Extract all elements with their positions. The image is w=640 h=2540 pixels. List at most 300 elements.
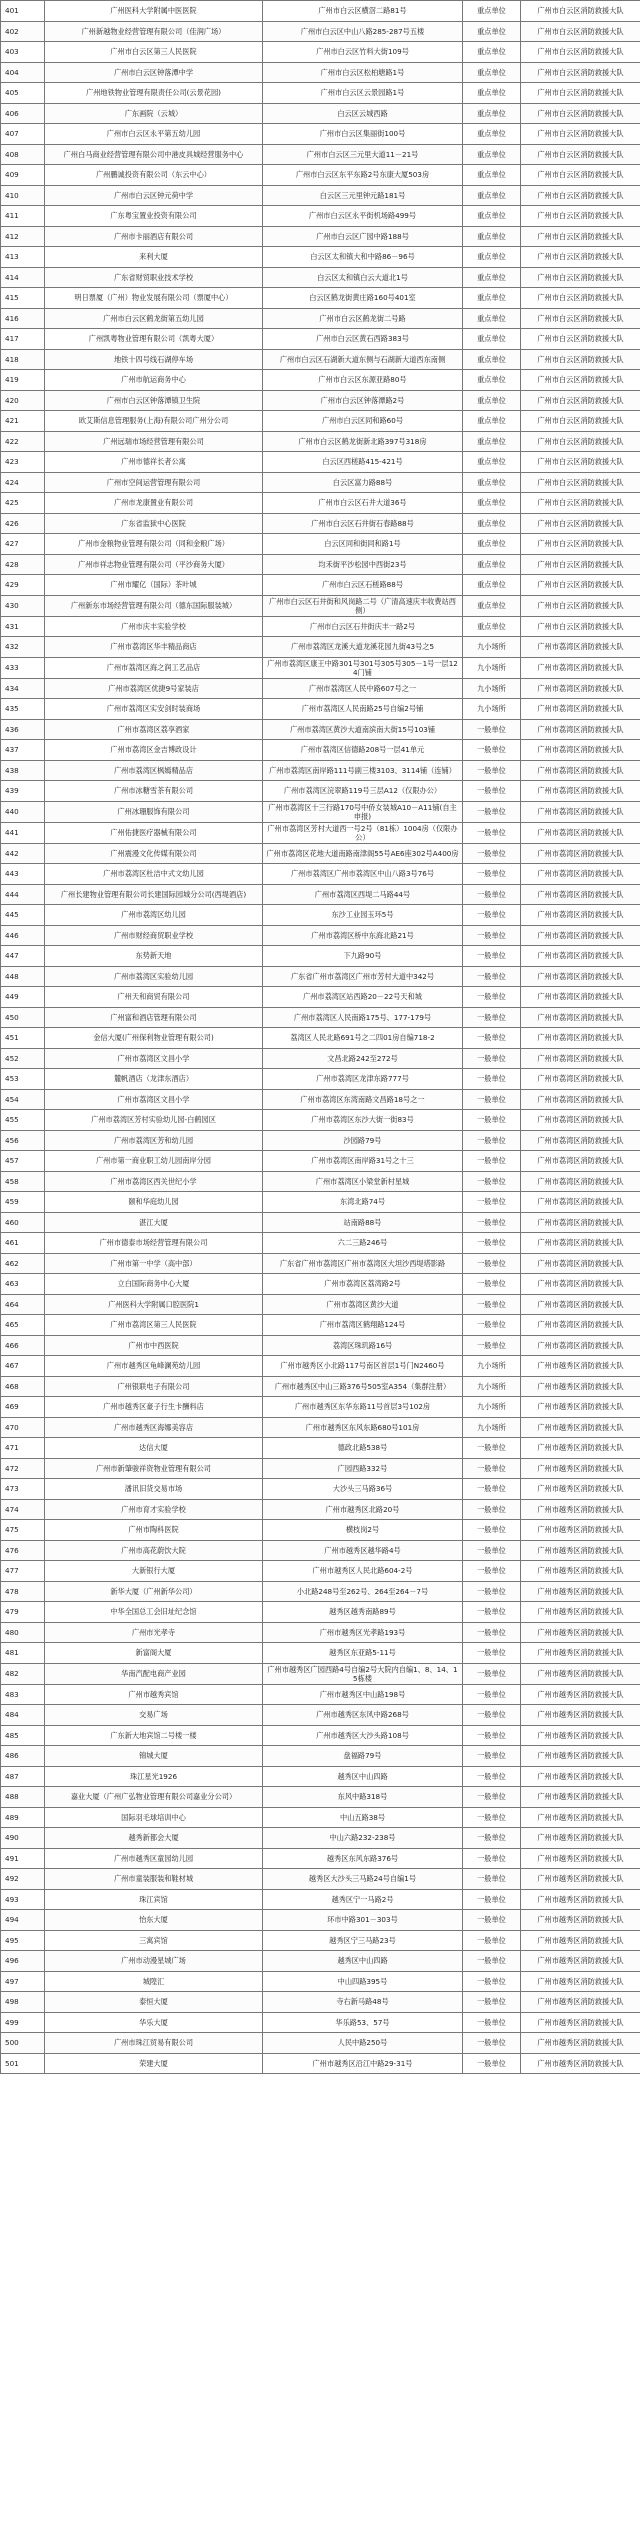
fire-brigade-cell: 广州市荔湾区消防救援大队 [521, 1274, 640, 1295]
unit-type-cell: 一般单位 [463, 1192, 521, 1213]
row-number-cell: 433 [1, 657, 45, 678]
address-cell: 广州市白云区同和路60号 [263, 411, 463, 432]
table-row [1, 411, 640, 432]
unit-type-cell: 一般单位 [463, 1315, 521, 1336]
address-cell: 广州市荔湾区人民南路175号、177-179号 [263, 1007, 463, 1028]
row-number-cell: 469 [1, 1397, 45, 1418]
table-row [1, 1089, 640, 1110]
unit-type-cell: 一般单位 [463, 801, 521, 822]
unit-name-cell: 华乐大厦 [45, 2012, 263, 2033]
address-cell: 白云区云城西路 [263, 103, 463, 124]
table-row [1, 1971, 640, 1992]
table-row [1, 2033, 640, 2054]
unit-name-cell: 广州市荔湾区芳和幼儿园 [45, 1130, 263, 1151]
fire-brigade-cell: 广州市白云区消防救援大队 [521, 554, 640, 575]
fire-brigade-cell: 广州市白云区消防救援大队 [521, 267, 640, 288]
fire-brigade-cell: 广州市越秀区消防救援大队 [521, 1725, 640, 1746]
unit-name-cell: 广东省财贸职业技术学校 [45, 267, 263, 288]
table-row [1, 1458, 640, 1479]
fire-brigade-cell: 广州市越秀区消防救援大队 [521, 1930, 640, 1951]
row-number-cell: 452 [1, 1048, 45, 1069]
table-row [1, 1869, 640, 1890]
address-cell: 横枝岗2号 [263, 1520, 463, 1541]
fire-brigade-cell: 广州市荔湾区消防救援大队 [521, 1151, 640, 1172]
table-row [1, 1951, 640, 1972]
row-number-cell: 494 [1, 1910, 45, 1931]
row-number-cell: 492 [1, 1869, 45, 1890]
unit-type-cell: 重点单位 [463, 390, 521, 411]
address-cell: 广州市越秀区中山路198号 [263, 1684, 463, 1705]
table-row [1, 308, 640, 329]
address-cell: 环市中路301－303号 [263, 1910, 463, 1931]
unit-type-cell: 重点单位 [463, 554, 521, 575]
table-row [1, 1684, 640, 1705]
unit-name-cell: 广州市第一商业职工幼儿园南岸分园 [45, 1151, 263, 1172]
address-cell: 广州市荔湾区黄沙大道 [263, 1294, 463, 1315]
unit-type-cell: 一般单位 [463, 843, 521, 864]
unit-name-cell: 广州市新肇骏祥资物业管理有限公司 [45, 1458, 263, 1479]
address-cell: 沙园路79号 [263, 1130, 463, 1151]
table-row [1, 513, 640, 534]
fire-brigade-cell: 广州市越秀区消防救援大队 [521, 1479, 640, 1500]
unit-type-cell: 九小场所 [463, 1376, 521, 1397]
unit-type-cell: 一般单位 [463, 1458, 521, 1479]
table-row [1, 103, 640, 124]
address-cell: 白云区太和镇白云大道北1号 [263, 267, 463, 288]
unit-name-cell: 广州冰珊服饰有限公司 [45, 801, 263, 822]
fire-brigade-cell: 广州市白云区消防救援大队 [521, 431, 640, 452]
table-row [1, 1274, 640, 1295]
table-row [1, 966, 640, 987]
table-row [1, 1048, 640, 1069]
address-cell: 东湾北路74号 [263, 1192, 463, 1213]
row-number-cell: 495 [1, 1930, 45, 1951]
row-number-cell: 498 [1, 1992, 45, 2013]
unit-type-cell: 重点单位 [463, 452, 521, 473]
address-cell: 广州市白云区石井街石春路88号 [263, 513, 463, 534]
unit-name-cell: 广州市财经商贸职业学校 [45, 925, 263, 946]
unit-type-cell: 一般单位 [463, 1746, 521, 1767]
address-cell: 广州市越秀区大沙头路108号 [263, 1725, 463, 1746]
table-row [1, 822, 640, 843]
unit-type-cell: 重点单位 [463, 493, 521, 514]
unit-name-cell: 广州市航运商务中心 [45, 370, 263, 391]
unit-name-cell: 城隍汇 [45, 1971, 263, 1992]
row-number-cell: 432 [1, 637, 45, 658]
row-number-cell: 463 [1, 1274, 45, 1295]
address-cell: 广州市荔湾区人民南路25号自编2号铺 [263, 699, 463, 720]
unit-name-cell: 广州市越秀宾馆 [45, 1684, 263, 1705]
unit-type-cell: 一般单位 [463, 2012, 521, 2033]
address-cell: 广州市荔湾区信德路208号一层41单元 [263, 740, 463, 761]
row-number-cell: 408 [1, 144, 45, 165]
table-row [1, 1499, 640, 1520]
row-number-cell: 404 [1, 62, 45, 83]
fire-brigade-cell: 广州市荔湾区消防救援大队 [521, 699, 640, 720]
unit-name-cell: 广州市庆丰实验学校 [45, 616, 263, 637]
unit-type-cell: 重点单位 [463, 595, 521, 616]
unit-type-cell: 重点单位 [463, 165, 521, 186]
table-row [1, 1848, 640, 1869]
row-number-cell: 420 [1, 390, 45, 411]
row-number-cell: 414 [1, 267, 45, 288]
unit-type-cell: 一般单位 [463, 1151, 521, 1172]
unit-name-cell: 广州远瑞市场经营管理有限公司 [45, 431, 263, 452]
row-number-cell: 466 [1, 1335, 45, 1356]
unit-type-cell: 重点单位 [463, 370, 521, 391]
unit-type-cell: 重点单位 [463, 513, 521, 534]
fire-brigade-cell: 广州市荔湾区消防救援大队 [521, 781, 640, 802]
address-cell: 白云区太和镇大和中路86－96号 [263, 247, 463, 268]
table-row [1, 124, 640, 145]
address-cell: 广州市荔湾区广州市荔湾区中山八路3号76号 [263, 864, 463, 885]
row-number-cell: 418 [1, 349, 45, 370]
fire-brigade-cell: 广州市荔湾区消防救援大队 [521, 1335, 640, 1356]
unit-type-cell: 一般单位 [463, 987, 521, 1008]
table-row [1, 946, 640, 967]
unit-name-cell: 欧艾斯信息管理服务(上海)有限公司广州分公司 [45, 411, 263, 432]
table-row [1, 226, 640, 247]
table-row [1, 144, 640, 165]
address-cell: 越秀区东风东路376号 [263, 1848, 463, 1869]
row-number-cell: 426 [1, 513, 45, 534]
unit-name-cell: 广州市越秀区童园幼儿园 [45, 1848, 263, 1869]
unit-type-cell: 一般单位 [463, 760, 521, 781]
unit-name-cell: 广州医科大学附属中医医院 [45, 1, 263, 22]
row-number-cell: 431 [1, 616, 45, 637]
unit-type-cell: 一般单位 [463, 740, 521, 761]
unit-type-cell: 重点单位 [463, 83, 521, 104]
row-number-cell: 427 [1, 534, 45, 555]
table-row [1, 905, 640, 926]
unit-name-cell: 广州市越秀区海娜美容店 [45, 1417, 263, 1438]
table-row [1, 760, 640, 781]
table-row [1, 185, 640, 206]
address-cell: 华乐路53、57号 [263, 2012, 463, 2033]
address-cell: 中山六路232-238号 [263, 1828, 463, 1849]
address-cell: 越秀区中山四路 [263, 1766, 463, 1787]
fire-brigade-cell: 广州市荔湾区消防救援大队 [521, 1315, 640, 1336]
unit-name-cell: 广东粤宝置业投资有限公司 [45, 206, 263, 227]
fire-brigade-cell: 广州市白云区消防救援大队 [521, 247, 640, 268]
fire-brigade-cell: 广州市越秀区消防救援大队 [521, 1766, 640, 1787]
unit-name-cell: 大新银行大厦 [45, 1561, 263, 1582]
address-cell: 广州市白云区广园中路188号 [263, 226, 463, 247]
address-cell: 广东省广州市荔湾区广州市荔湾区大坦沙西堤塔影路 [263, 1253, 463, 1274]
row-number-cell: 415 [1, 288, 45, 309]
address-cell: 广州市白云区鹤龙街二号路 [263, 308, 463, 329]
unit-type-cell: 一般单位 [463, 925, 521, 946]
row-number-cell: 439 [1, 781, 45, 802]
table-row [1, 1910, 640, 1931]
row-number-cell: 413 [1, 247, 45, 268]
address-cell: 广州市荔湾区南岸路111号副三楼3103、3114铺（连铺） [263, 760, 463, 781]
row-number-cell: 419 [1, 370, 45, 391]
fire-brigade-cell: 广州市越秀区消防救援大队 [521, 1581, 640, 1602]
unit-type-cell: 一般单位 [463, 1253, 521, 1274]
fire-brigade-cell: 广州市荔湾区消防救援大队 [521, 678, 640, 699]
table-row [1, 329, 640, 350]
address-cell: 均禾街平沙松园中西街23号 [263, 554, 463, 575]
unit-name-cell: 立白国际商务中心大厦 [45, 1274, 263, 1295]
fire-brigade-cell: 广州市荔湾区消防救援大队 [521, 1192, 640, 1213]
row-number-cell: 412 [1, 226, 45, 247]
unit-type-cell: 重点单位 [463, 411, 521, 432]
unit-type-cell: 一般单位 [463, 1848, 521, 1869]
unit-name-cell: 广州凯粤物业管理有限公司（凯粤大厦） [45, 329, 263, 350]
fire-brigade-cell: 广州市白云区消防救援大队 [521, 370, 640, 391]
unit-name-cell: 广州白马商业经营管理有限公司中港皮具城经营服务中心 [45, 144, 263, 165]
unit-name-cell: 广州天和商贸有限公司 [45, 987, 263, 1008]
table-row [1, 987, 640, 1008]
row-number-cell: 437 [1, 740, 45, 761]
table-row [1, 534, 640, 555]
unit-name-cell: 荣建大厦 [45, 2053, 263, 2074]
row-number-cell: 456 [1, 1130, 45, 1151]
row-number-cell: 467 [1, 1356, 45, 1377]
address-cell: 广州市荔湾区十三行路170号中侨女装城A10－A11铺(自主申报) [263, 801, 463, 822]
unit-name-cell: 广州市高花蔚饮大院 [45, 1540, 263, 1561]
row-number-cell: 489 [1, 1807, 45, 1828]
unit-name-cell: 广州长建物业管理有限公司长建国际园城分公司(西堤酒店) [45, 884, 263, 905]
fire-brigade-cell: 广州市荔湾区消防救援大队 [521, 1233, 640, 1254]
unit-type-cell: 重点单位 [463, 185, 521, 206]
table-row [1, 1417, 640, 1438]
table-row [1, 1766, 640, 1787]
unit-type-cell: 一般单位 [463, 1930, 521, 1951]
address-cell: 东沙工业园玉环5号 [263, 905, 463, 926]
row-number-cell: 457 [1, 1151, 45, 1172]
unit-name-cell: 广州市金粮物业管理有限公司（同和金粮广场） [45, 534, 263, 555]
unit-type-cell: 一般单位 [463, 1889, 521, 1910]
fire-brigade-cell: 广州市荔湾区消防救援大队 [521, 719, 640, 740]
fire-brigade-cell: 广州市越秀区消防救援大队 [521, 1848, 640, 1869]
fire-brigade-cell: 广州市白云区消防救援大队 [521, 452, 640, 473]
unit-name-cell: 广州市荔湾区实验幼儿园 [45, 966, 263, 987]
row-number-cell: 416 [1, 308, 45, 329]
row-number-cell: 464 [1, 1294, 45, 1315]
unit-type-cell: 一般单位 [463, 1725, 521, 1746]
unit-name-cell: 颐和华庭幼儿园 [45, 1192, 263, 1213]
unit-name-cell: 金信大厦(广州保利物业管理有限公司) [45, 1028, 263, 1049]
table-row [1, 62, 640, 83]
unit-type-cell: 重点单位 [463, 329, 521, 350]
address-cell: 荔湾区人民北路691号之二四01房自编718-2 [263, 1028, 463, 1049]
fire-brigade-cell: 广州市荔湾区消防救援大队 [521, 760, 640, 781]
address-cell: 广州市荔湾区浣翠路119号三层A12（仅限办公） [263, 781, 463, 802]
address-cell: 广州市荔湾区荔湾路2号 [263, 1274, 463, 1295]
unit-type-cell: 重点单位 [463, 62, 521, 83]
row-number-cell: 428 [1, 554, 45, 575]
unit-type-cell: 一般单位 [463, 1274, 521, 1295]
table-row [1, 1110, 640, 1131]
unit-type-cell: 九小场所 [463, 1397, 521, 1418]
address-cell: 广州市越秀区越华路4号 [263, 1540, 463, 1561]
fire-brigade-cell: 广州市白云区消防救援大队 [521, 144, 640, 165]
address-cell: 广州市越秀区东风中路268号 [263, 1705, 463, 1726]
row-number-cell: 444 [1, 884, 45, 905]
table-row [1, 2053, 640, 2074]
row-number-cell: 406 [1, 103, 45, 124]
row-number-cell: 499 [1, 2012, 45, 2033]
fire-brigade-cell: 广州市荔湾区消防救援大队 [521, 864, 640, 885]
fire-brigade-cell: 广州市荔湾区消防救援大队 [521, 1069, 640, 1090]
row-number-cell: 479 [1, 1602, 45, 1623]
address-cell: 广州市白云区石湖新大道东侧与石湖新大道西东南侧 [263, 349, 463, 370]
unit-name-cell: 广州市荔湾区实安剑时装商场 [45, 699, 263, 720]
fire-brigade-cell: 广州市白云区消防救援大队 [521, 83, 640, 104]
unit-name-cell: 广州市珠江贸易有限公司 [45, 2033, 263, 2054]
fire-brigade-cell: 广州市越秀区消防救援大队 [521, 1499, 640, 1520]
row-number-cell: 485 [1, 1725, 45, 1746]
table-row [1, 1335, 640, 1356]
table-row [1, 370, 640, 391]
address-cell: 白云区三元里钟元路181号 [263, 185, 463, 206]
unit-type-cell: 一般单位 [463, 1007, 521, 1028]
unit-name-cell: 地铁十四号线石湖停车场 [45, 349, 263, 370]
table-row [1, 1540, 640, 1561]
unit-table-body [1, 1, 640, 2074]
fire-brigade-cell: 广州市荔湾区消防救援大队 [521, 1212, 640, 1233]
unit-name-cell: 泰恒大厦 [45, 1992, 263, 2013]
unit-type-cell: 一般单位 [463, 1499, 521, 1520]
unit-type-cell: 一般单位 [463, 1069, 521, 1090]
unit-type-cell: 重点单位 [463, 288, 521, 309]
address-cell: 广州市白云区石井街庆丰一路2号 [263, 616, 463, 637]
unit-name-cell: 广州新越物业经营管理有限公司（佳润广场） [45, 21, 263, 42]
table-row [1, 1930, 640, 1951]
row-number-cell: 460 [1, 1212, 45, 1233]
unit-name-cell: 广州市童装服装和鞋材城 [45, 1869, 263, 1890]
fire-brigade-cell: 广州市荔湾区消防救援大队 [521, 925, 640, 946]
fire-brigade-cell: 广州市白云区消防救援大队 [521, 185, 640, 206]
row-number-cell: 468 [1, 1376, 45, 1397]
row-number-cell: 448 [1, 966, 45, 987]
table-row [1, 1643, 640, 1664]
table-row [1, 1397, 640, 1418]
fire-brigade-cell: 广州市荔湾区消防救援大队 [521, 843, 640, 864]
unit-type-cell: 一般单位 [463, 1602, 521, 1623]
address-cell: 广州市越秀区东风东路680号101房 [263, 1417, 463, 1438]
unit-type-cell: 一般单位 [463, 1910, 521, 1931]
address-cell: 白云区西槎路415-421号 [263, 452, 463, 473]
unit-name-cell: 广州市荔湾区荔享酒家 [45, 719, 263, 740]
fire-brigade-cell: 广州市白云区消防救援大队 [521, 165, 640, 186]
fire-brigade-cell: 广州市越秀区消防救援大队 [521, 1520, 640, 1541]
fire-brigade-cell: 广州市白云区消防救援大队 [521, 1, 640, 22]
row-number-cell: 478 [1, 1581, 45, 1602]
unit-name-cell: 广州市荔湾区海之润工艺品店 [45, 657, 263, 678]
address-cell: 广州市越秀区光孝路193号 [263, 1622, 463, 1643]
row-number-cell: 430 [1, 595, 45, 616]
unit-type-cell: 一般单位 [463, 1171, 521, 1192]
address-cell: 寺右新马路48号 [263, 1992, 463, 2013]
table-row [1, 1561, 640, 1582]
unit-name-cell: 广州市动漫星城广场 [45, 1951, 263, 1972]
unit-type-cell: 一般单位 [463, 2053, 521, 2074]
unit-type-cell: 九小场所 [463, 637, 521, 658]
address-cell: 广州市荔湾区东沙大街一街83号 [263, 1110, 463, 1131]
fire-brigade-cell: 广州市越秀区消防救援大队 [521, 1356, 640, 1377]
fire-brigade-cell: 广州市荔湾区消防救援大队 [521, 1028, 640, 1049]
fire-brigade-cell: 广州市白云区消防救援大队 [521, 206, 640, 227]
unit-type-cell: 重点单位 [463, 226, 521, 247]
address-cell: 广州市白云区鹤龙街新北路397号318房 [263, 431, 463, 452]
unit-type-cell: 重点单位 [463, 42, 521, 63]
row-number-cell: 487 [1, 1766, 45, 1787]
unit-type-cell: 一般单位 [463, 1787, 521, 1808]
fire-brigade-cell: 广州市荔湾区消防救援大队 [521, 657, 640, 678]
unit-type-cell: 一般单位 [463, 1520, 521, 1541]
unit-name-cell: 三寓宾馆 [45, 1930, 263, 1951]
row-number-cell: 446 [1, 925, 45, 946]
address-cell: 广州市荔湾区芳村大道西一号2号（81栋）1004房（仅限办公） [263, 822, 463, 843]
table-row [1, 1069, 640, 1090]
fire-brigade-cell: 广州市越秀区消防救援大队 [521, 1438, 640, 1459]
row-number-cell: 435 [1, 699, 45, 720]
row-number-cell: 442 [1, 843, 45, 864]
fire-brigade-cell: 广州市荔湾区消防救援大队 [521, 1110, 640, 1131]
table-row [1, 267, 640, 288]
unit-name-cell: 广州市荔湾区枫嫣精品店 [45, 760, 263, 781]
fire-brigade-cell: 广州市越秀区消防救援大队 [521, 1828, 640, 1849]
address-cell: 广州市荔湾区康王中路301号301号305号305－1号一层124门铺 [263, 657, 463, 678]
fire-brigade-cell: 广州市荔湾区消防救援大队 [521, 740, 640, 761]
row-number-cell: 471 [1, 1438, 45, 1459]
unit-name-cell: 广东新大地宾馆二号楼一楼 [45, 1725, 263, 1746]
fire-brigade-cell: 广州市越秀区消防救援大队 [521, 1910, 640, 1931]
fire-brigade-cell: 广州市越秀区消防救援大队 [521, 1663, 640, 1684]
unit-type-cell: 一般单位 [463, 1705, 521, 1726]
fire-brigade-cell: 广州市越秀区消防救援大队 [521, 1458, 640, 1479]
address-cell: 广州市荔湾区小梁堂新村星城 [263, 1171, 463, 1192]
address-cell: 广州市白云区钟落潭路2号 [263, 390, 463, 411]
address-cell: 广州市白云区云景园路1号 [263, 83, 463, 104]
unit-name-cell: 广州银联电子有限公司 [45, 1376, 263, 1397]
address-cell: 广州市越秀区中山三路376号505室A354（集群注册） [263, 1376, 463, 1397]
unit-type-cell: 一般单位 [463, 1581, 521, 1602]
address-cell: 广州市越秀区东华东路11号首层3号102房 [263, 1397, 463, 1418]
unit-type-cell: 一般单位 [463, 1540, 521, 1561]
address-cell: 广州市白云区石井大道36号 [263, 493, 463, 514]
address-cell: 广州市越秀区人民北路604-2号 [263, 1561, 463, 1582]
row-number-cell: 411 [1, 206, 45, 227]
address-cell: 越秀区宁三马路23号 [263, 1930, 463, 1951]
address-cell: 广州市白云区竹料大街109号 [263, 42, 463, 63]
address-cell: 广州市越秀区广园西路4号自编2号大院内自编1、8、14、15栋楼 [263, 1663, 463, 1684]
unit-name-cell: 广州市越秀区龟峰澜苑幼儿园 [45, 1356, 263, 1377]
table-row [1, 206, 640, 227]
unit-type-cell: 重点单位 [463, 308, 521, 329]
fire-brigade-cell: 广州市越秀区消防救援大队 [521, 1951, 640, 1972]
unit-type-cell: 一般单位 [463, 1110, 521, 1131]
fire-brigade-cell: 广州市荔湾区消防救援大队 [521, 1171, 640, 1192]
table-row [1, 554, 640, 575]
fire-brigade-cell: 广州市白云区消防救援大队 [521, 308, 640, 329]
row-number-cell: 421 [1, 411, 45, 432]
row-number-cell: 402 [1, 21, 45, 42]
unit-type-cell: 一般单位 [463, 1828, 521, 1849]
row-number-cell: 474 [1, 1499, 45, 1520]
table-row [1, 1315, 640, 1336]
unit-type-cell: 九小场所 [463, 699, 521, 720]
unit-name-cell: 广州市荔湾区金吉博政设计 [45, 740, 263, 761]
fire-brigade-cell: 广州市白云区消防救援大队 [521, 513, 640, 534]
unit-type-cell: 一般单位 [463, 822, 521, 843]
unit-type-cell: 九小场所 [463, 1356, 521, 1377]
address-cell: 广州市白云区东平东路2号东康大厦503房 [263, 165, 463, 186]
row-number-cell: 501 [1, 2053, 45, 2074]
